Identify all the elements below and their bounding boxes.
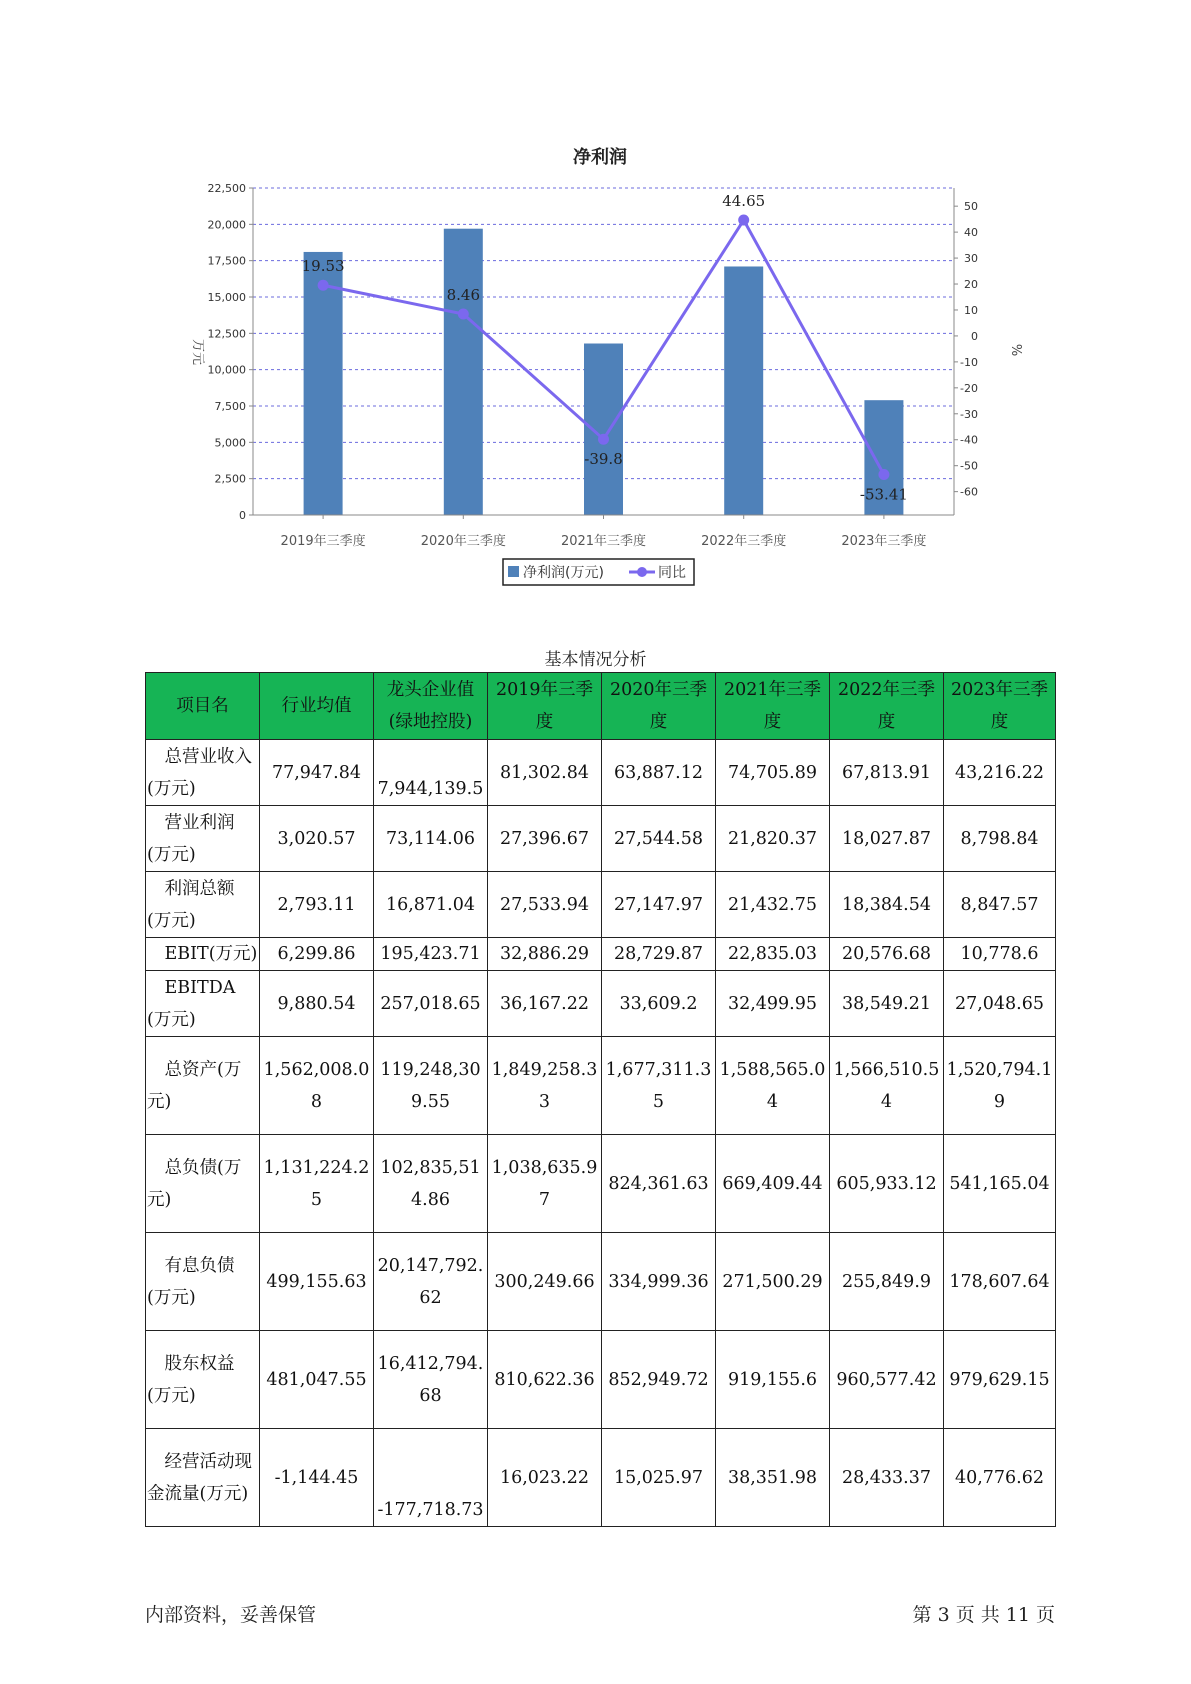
table-cell: 20,147,792.62 (374, 1233, 488, 1331)
table-row (146, 1037, 1056, 1135)
table-cell: 73,114.06 (374, 806, 488, 872)
table-cell: 20,576.68 (830, 938, 944, 971)
data-label-yoy: 19.53 (301, 257, 345, 276)
table-cell: 1,677,311.35 (602, 1037, 716, 1135)
table-cell: 15,025.97 (602, 1429, 716, 1527)
table-cell: 16,023.22 (488, 1429, 602, 1527)
table-cell: 1,849,258.33 (488, 1037, 602, 1135)
row-label: 股东权益(万元) (146, 1331, 260, 1429)
header-cell: 2023年三季度 (944, 673, 1056, 740)
table-cell: 257,018.65 (374, 971, 488, 1037)
table-cell: 8,847.57 (944, 872, 1056, 938)
data-label-yoy: -53.41 (859, 485, 908, 504)
table-title: 基本情况分析 (544, 650, 647, 670)
y-tick-label: 20,000 (207, 218, 246, 232)
x-tick-label: 2019年三季度 (280, 534, 366, 549)
y-axis-title: 万元 (190, 338, 205, 366)
bar-net-profit (724, 266, 763, 515)
table-cell: 1,588,565.04 (716, 1037, 830, 1135)
analysis-table (145, 672, 1056, 1527)
table-header-row (146, 673, 1056, 740)
y2-tick-label: -20 (960, 381, 978, 395)
point-yoy (458, 308, 469, 319)
table-row (146, 806, 1056, 872)
y2-tick-label: -10 (960, 355, 978, 369)
row-label: 总资产(万元) (146, 1037, 260, 1135)
y-tick-label: 10,000 (207, 363, 246, 377)
header-cell: 行业均值 (260, 673, 374, 740)
table-cell: 21,432.75 (716, 872, 830, 938)
y2-tick-label: -50 (960, 459, 978, 473)
y2-tick-label: 40 (964, 226, 978, 240)
y2-tick-label: 20 (964, 278, 978, 292)
table-row (146, 740, 1056, 806)
row-label: 经营活动现金流量(万元) (146, 1429, 260, 1527)
row-label: EBIT(万元) (146, 938, 260, 971)
table-cell: 1,562,008.08 (260, 1037, 374, 1135)
y-tick-label: 7,500 (214, 400, 246, 413)
table-cell: 300,249.66 (488, 1233, 602, 1331)
table-row (146, 971, 1056, 1037)
table-cell: 28,433.37 (830, 1429, 944, 1527)
table-cell: 7,944,139.5 (374, 740, 488, 806)
bar-net-profit (301, 252, 345, 515)
table-cell: 27,544.58 (602, 806, 716, 872)
table-cell: -177,718.73 (374, 1429, 488, 1527)
x-tick-label: 2021年三季度 (560, 534, 647, 549)
header-cell: 2020年三季度 (602, 673, 716, 740)
header-cell: 项目名 (146, 673, 260, 740)
row-label: 总营业收入(万元) (146, 740, 260, 806)
table-cell: 102,835,514.86 (374, 1135, 488, 1233)
header-cell: 2021年三季度 (716, 673, 830, 740)
header-cell: 2019年三季度 (488, 673, 602, 740)
table-cell: 3,020.57 (260, 806, 374, 872)
table-cell: 178,607.64 (944, 1233, 1056, 1331)
y2-tick-label: 10 (964, 303, 978, 317)
bar-net-profit (584, 344, 623, 515)
y2-tick-label: 50 (964, 200, 978, 214)
header-cell: 龙头企业值(绿地控股) (374, 673, 488, 740)
bar-net-profit (444, 229, 483, 515)
table-row (146, 938, 1056, 971)
table-cell: 33,609.2 (602, 971, 716, 1037)
table-cell: 77,947.84 (260, 740, 374, 806)
legend-swatch-bar (508, 566, 519, 577)
table-cell: 27,147.97 (602, 872, 716, 938)
table-cell: 271,500.29 (716, 1233, 830, 1331)
legend-label-bar: 净利润(万元) (523, 565, 604, 581)
y2-tick-label: -40 (960, 433, 978, 447)
y-tick-label: 2,500 (214, 472, 246, 486)
table-cell: 499,155.63 (260, 1233, 374, 1331)
y-tick-label: 12,500 (207, 327, 246, 341)
table-row (146, 1233, 1056, 1331)
legend-swatch-point (637, 567, 647, 577)
point-yoy (738, 215, 749, 226)
table-cell: 36,167.22 (488, 971, 602, 1037)
table-cell: 960,577.42 (830, 1331, 944, 1429)
table-cell: 6,299.86 (260, 938, 374, 971)
table-row (146, 1331, 1056, 1429)
table-cell: 22,835.03 (716, 938, 830, 971)
table-cell: 10,778.6 (944, 938, 1056, 971)
table-cell: 2,793.11 (260, 872, 374, 938)
row-label: 利润总额(万元) (146, 872, 260, 938)
chart-svg (0, 0, 1191, 600)
table-row (146, 872, 1056, 938)
table-row (146, 1135, 1056, 1233)
table-row (146, 1429, 1056, 1527)
y-tick-label: 17,500 (207, 254, 246, 268)
footer-page-number: 第 3 页 共 11 页 (912, 1604, 1055, 1626)
table-cell: 81,302.84 (488, 740, 602, 806)
row-label: EBITDA(万元) (146, 971, 260, 1037)
table-cell: 43,216.22 (944, 740, 1056, 806)
table-cell: 40,776.62 (944, 1429, 1056, 1527)
chart-title: 净利润 (573, 147, 627, 168)
x-tick-label: 2022年三季度 (701, 534, 787, 549)
table-cell: 810,622.36 (488, 1331, 602, 1429)
table-cell: 9,880.54 (260, 971, 374, 1037)
table-cell: 38,549.21 (830, 971, 944, 1037)
y2-tick-label: 0 (971, 329, 978, 343)
table-cell: 28,729.87 (602, 938, 716, 971)
table-cell: 32,499.95 (716, 971, 830, 1037)
legend-label-line: 同比 (658, 565, 686, 581)
table-cell: 27,533.94 (488, 872, 602, 938)
table-cell: 119,248,309.55 (374, 1037, 488, 1135)
table-cell: 32,886.29 (488, 938, 602, 971)
table-cell: 18,027.87 (830, 806, 944, 872)
table-cell: 919,155.6 (716, 1331, 830, 1429)
y2-tick-label: 30 (964, 252, 978, 266)
table-cell: 16,412,794.68 (374, 1331, 488, 1429)
footer-confidential: 内部资料，妥善保管 (145, 1604, 317, 1626)
x-tick-label: 2023年三季度 (841, 534, 927, 549)
table-cell: 8,798.84 (944, 806, 1056, 872)
table-cell: 334,999.36 (602, 1233, 716, 1331)
table-cell: 669,409.44 (716, 1135, 830, 1233)
row-label: 有息负债(万元) (146, 1233, 260, 1331)
point-yoy (878, 469, 889, 480)
table-cell: 541,165.04 (944, 1135, 1056, 1233)
data-label-yoy: 44.65 (722, 192, 766, 211)
table-cell: 605,933.12 (830, 1135, 944, 1233)
y-tick-label: 5,000 (214, 436, 246, 450)
table-cell: 481,047.55 (260, 1331, 374, 1429)
point-yoy (318, 280, 329, 291)
point-yoy (598, 434, 609, 445)
table-cell: 979,629.15 (944, 1331, 1056, 1429)
y2-tick-label: -30 (960, 407, 978, 421)
table-cell: 824,361.63 (602, 1135, 716, 1233)
y2-axis-title: % (1008, 343, 1023, 357)
table-cell: 21,820.37 (716, 806, 830, 872)
table-cell: -1,144.45 (260, 1429, 374, 1527)
data-label-yoy: 8.46 (446, 285, 481, 304)
data-label-yoy: -39.8 (584, 450, 623, 469)
table-cell: 1,131,224.25 (260, 1135, 374, 1233)
table-cell: 74,705.89 (716, 740, 830, 806)
y2-tick-label: -60 (960, 485, 978, 499)
table-cell: 1,566,510.54 (830, 1037, 944, 1135)
net-profit-chart (0, 0, 1191, 600)
table-cell: 195,423.71 (374, 938, 488, 971)
table-cell: 38,351.98 (716, 1429, 830, 1527)
row-label: 营业利润(万元) (146, 806, 260, 872)
table-cell: 1,038,635.97 (488, 1135, 602, 1233)
y-tick-label: 15,000 (207, 291, 246, 304)
table-cell: 1,520,794.19 (944, 1037, 1056, 1135)
x-tick-label: 2020年三季度 (420, 534, 506, 549)
table-cell: 255,849.9 (830, 1233, 944, 1331)
table-cell: 16,871.04 (374, 872, 488, 938)
table-cell: 852,949.72 (602, 1331, 716, 1429)
table-cell: 27,396.67 (488, 806, 602, 872)
table-cell: 27,048.65 (944, 971, 1056, 1037)
table-cell: 18,384.54 (830, 872, 944, 938)
row-label: 总负债(万元) (146, 1135, 260, 1233)
table-cell: 67,813.91 (830, 740, 944, 806)
y-tick-label: 0 (239, 509, 246, 522)
y-tick-label: 22,500 (207, 182, 246, 195)
header-cell: 2022年三季度 (830, 673, 944, 740)
table-cell: 63,887.12 (602, 740, 716, 806)
